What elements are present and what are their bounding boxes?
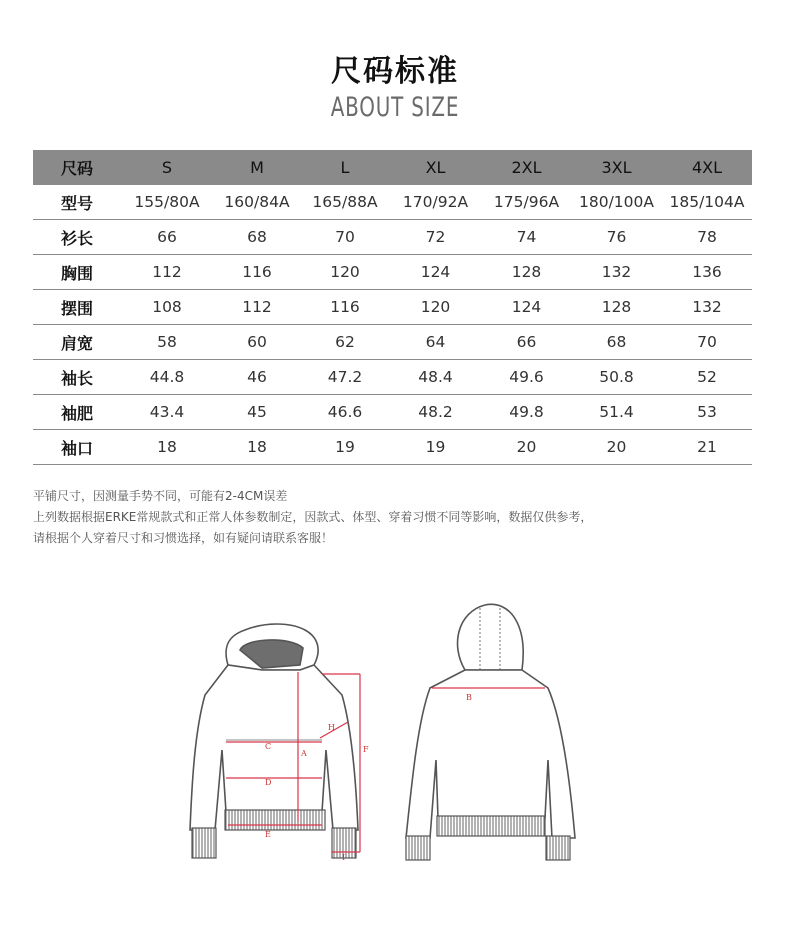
table-cell: 170/92A xyxy=(389,185,482,220)
measure-label-i: I xyxy=(342,853,346,862)
table-cell: 48.4 xyxy=(389,360,482,395)
row-label: 摆围 xyxy=(33,290,121,325)
table-cell: 108 xyxy=(121,290,213,325)
table-cell: 45 xyxy=(213,395,301,430)
table-cell: 132 xyxy=(662,290,752,325)
table-cell: 180/100A xyxy=(571,185,662,220)
table-cell: 68 xyxy=(571,325,662,360)
table-cell: 185/104A xyxy=(662,185,752,220)
table-cell: 49.8 xyxy=(482,395,571,430)
table-cell: 112 xyxy=(213,290,301,325)
table-cell: 48.2 xyxy=(389,395,482,430)
page-subtitle: ABOUT SIZE xyxy=(330,92,460,123)
table-cell: 21 xyxy=(662,430,752,465)
table-cell: 124 xyxy=(389,255,482,290)
column-header: 4XL xyxy=(662,150,752,185)
column-header: S xyxy=(121,150,213,185)
table-cell: 120 xyxy=(389,290,482,325)
table-cell: 46.6 xyxy=(301,395,389,430)
table-cell: 19 xyxy=(389,430,482,465)
table-cell: 112 xyxy=(121,255,213,290)
table-cell: 52 xyxy=(662,360,752,395)
table-row xyxy=(33,290,752,325)
table-cell: 46 xyxy=(213,360,301,395)
table-cell: 20 xyxy=(571,430,662,465)
column-header: 3XL xyxy=(571,150,662,185)
column-header-size: 尺码 xyxy=(33,150,121,185)
table-cell: 49.6 xyxy=(482,360,571,395)
table-cell: 50.8 xyxy=(571,360,662,395)
column-header: XL xyxy=(389,150,482,185)
measure-label-c: C xyxy=(265,742,272,751)
note-line: 请根据个人穿着尺寸和习惯选择，如有疑问请联系客服！ xyxy=(33,531,334,545)
measure-label-b: B xyxy=(466,693,472,702)
table-cell: 47.2 xyxy=(301,360,389,395)
table-row xyxy=(33,325,752,360)
hoodie-back-illustration xyxy=(406,604,575,838)
table-cell: 72 xyxy=(389,220,482,255)
table-cell: 43.4 xyxy=(121,395,213,430)
table-cell: 74 xyxy=(482,220,571,255)
table-cell: 76 xyxy=(571,220,662,255)
measure-label-d: D xyxy=(265,778,272,787)
page-title: 尺码标准 xyxy=(331,54,459,89)
row-label: 袖口 xyxy=(33,430,121,465)
table-cell: 60 xyxy=(213,325,301,360)
table-cell: 116 xyxy=(301,290,389,325)
table-cell: 165/88A xyxy=(301,185,389,220)
measure-label-h: H xyxy=(328,723,335,732)
table-cell: 18 xyxy=(213,430,301,465)
table-cell: 132 xyxy=(571,255,662,290)
table-cell: 66 xyxy=(121,220,213,255)
table-cell: 78 xyxy=(662,220,752,255)
table-cell: 136 xyxy=(662,255,752,290)
measurement-diagram xyxy=(0,590,790,880)
table-cell: 58 xyxy=(121,325,213,360)
table-cell: 62 xyxy=(301,325,389,360)
table-cell: 20 xyxy=(482,430,571,465)
table-row xyxy=(33,395,752,430)
size-notes xyxy=(33,486,763,549)
table-row xyxy=(33,430,752,465)
table-cell: 128 xyxy=(482,255,571,290)
row-label: 袖长 xyxy=(33,360,121,395)
table-cell: 175/96A xyxy=(482,185,571,220)
table-row xyxy=(33,185,752,220)
table-cell: 128 xyxy=(571,290,662,325)
table-cell: 19 xyxy=(301,430,389,465)
table-cell: 70 xyxy=(301,220,389,255)
table-row xyxy=(33,220,752,255)
note-line: 上列数据根据ERKE常规款式和正常人体参数制定，因款式、体型、穿着习惯不同等影响，数据仅供参考， xyxy=(33,510,593,524)
column-header: M xyxy=(213,150,301,185)
measure-label-a: A xyxy=(301,749,307,758)
measure-label-e: E xyxy=(265,830,271,839)
table-cell: 68 xyxy=(213,220,301,255)
table-header-row xyxy=(33,150,752,185)
row-label: 型号 xyxy=(33,185,121,220)
table-cell: 44.8 xyxy=(121,360,213,395)
table-cell: 51.4 xyxy=(571,395,662,430)
table-cell: 66 xyxy=(482,325,571,360)
column-header: 2XL xyxy=(482,150,571,185)
row-label: 袖肥 xyxy=(33,395,121,430)
table-cell: 53 xyxy=(662,395,752,430)
column-header: L xyxy=(301,150,389,185)
table-row xyxy=(33,255,752,290)
table-row xyxy=(33,360,752,395)
size-table xyxy=(33,150,752,465)
table-cell: 18 xyxy=(121,430,213,465)
note-line: 平铺尺寸，因测量手势不同，可能有2-4CM误差 xyxy=(33,489,288,503)
table-cell: 64 xyxy=(389,325,482,360)
table-cell: 124 xyxy=(482,290,571,325)
table-cell: 70 xyxy=(662,325,752,360)
row-label: 肩宽 xyxy=(33,325,121,360)
table-cell: 160/84A xyxy=(213,185,301,220)
table-cell: 116 xyxy=(213,255,301,290)
table-cell: 155/80A xyxy=(121,185,213,220)
row-label: 胸围 xyxy=(33,255,121,290)
row-label: 衫长 xyxy=(33,220,121,255)
table-cell: 120 xyxy=(301,255,389,290)
measure-label-f: F xyxy=(363,745,369,754)
